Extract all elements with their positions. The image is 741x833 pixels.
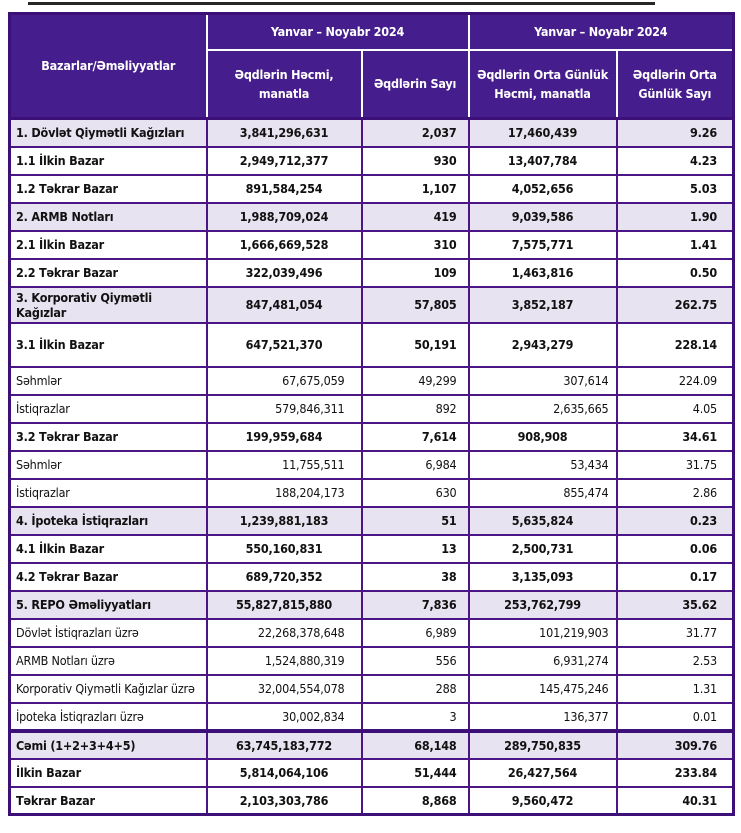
daily-volume-cell: 17,460,439 bbox=[469, 119, 617, 147]
volume-cell: 1,988,709,024 bbox=[207, 203, 362, 231]
row-label: 5. REPO Əməliyyatları bbox=[10, 591, 207, 619]
daily-count-cell: 1.90 bbox=[617, 203, 734, 231]
period-left-header: Yanvar – Noyabr 2024 bbox=[207, 14, 469, 51]
volume-cell: 2,103,303,786 bbox=[207, 787, 362, 815]
daily-volume-cell: 253,762,799 bbox=[469, 591, 617, 619]
count-cell: 68,148 bbox=[362, 731, 469, 759]
volume-cell: 847,481,054 bbox=[207, 287, 362, 323]
daily-count-cell: 40.31 bbox=[617, 787, 734, 815]
table-row bbox=[10, 287, 734, 323]
row-label: 2.1 İlkin Bazar bbox=[10, 231, 207, 259]
volume-cell: 188,204,173 bbox=[207, 479, 362, 507]
table-row bbox=[10, 119, 734, 147]
daily-volume-cell: 307,614 bbox=[469, 367, 617, 395]
daily-count-cell: 31.77 bbox=[617, 619, 734, 647]
volume-cell: 63,745,183,772 bbox=[207, 731, 362, 759]
count-cell: 51,444 bbox=[362, 759, 469, 787]
row-label: 4. İpoteka İstiqrazları bbox=[10, 507, 207, 535]
daily-volume-cell: 1,463,816 bbox=[469, 259, 617, 287]
volume-cell: 199,959,684 bbox=[207, 423, 362, 451]
count-cell: 7,836 bbox=[362, 591, 469, 619]
securities-market-table bbox=[8, 12, 735, 816]
daily-volume-cell: 2,943,279 bbox=[469, 323, 617, 367]
row-label: Cəmi (1+2+3+4+5) bbox=[10, 731, 207, 759]
daily-count-cell: 224.09 bbox=[617, 367, 734, 395]
table-row bbox=[10, 423, 734, 451]
column-header-daily-count: Əqdlərin Orta Günlük Sayı bbox=[617, 50, 734, 119]
top-crop-rule bbox=[28, 2, 655, 5]
volume-cell: 1,524,880,319 bbox=[207, 647, 362, 675]
table-row bbox=[10, 175, 734, 203]
volume-cell: 647,521,370 bbox=[207, 323, 362, 367]
table-row bbox=[10, 731, 734, 759]
table-row bbox=[10, 479, 734, 507]
table-row bbox=[10, 563, 734, 591]
table-row bbox=[10, 675, 734, 703]
period-right-header: Yanvar – Noyabr 2024 bbox=[469, 14, 734, 51]
row-label: Korporativ Qiymətli Kağızlar üzrə bbox=[10, 675, 207, 703]
count-cell: 13 bbox=[362, 535, 469, 563]
volume-cell: 579,846,311 bbox=[207, 395, 362, 423]
count-cell: 630 bbox=[362, 479, 469, 507]
table-row bbox=[10, 535, 734, 563]
volume-cell: 322,039,496 bbox=[207, 259, 362, 287]
volume-cell: 32,004,554,078 bbox=[207, 675, 362, 703]
row-label: İstiqrazlar bbox=[10, 479, 207, 507]
table-row bbox=[10, 787, 734, 815]
count-cell: 3 bbox=[362, 703, 469, 731]
daily-volume-cell: 7,575,771 bbox=[469, 231, 617, 259]
volume-cell: 22,268,378,648 bbox=[207, 619, 362, 647]
row-label: ARMB Notları üzrə bbox=[10, 647, 207, 675]
table-row bbox=[10, 759, 734, 787]
row-label: 2. ARMB Notları bbox=[10, 203, 207, 231]
volume-cell: 5,814,064,106 bbox=[207, 759, 362, 787]
volume-cell: 1,239,881,183 bbox=[207, 507, 362, 535]
daily-count-cell: 1.41 bbox=[617, 231, 734, 259]
daily-volume-cell: 9,560,472 bbox=[469, 787, 617, 815]
daily-volume-cell: 136,377 bbox=[469, 703, 617, 731]
count-cell: 8,868 bbox=[362, 787, 469, 815]
daily-count-cell: 9.26 bbox=[617, 119, 734, 147]
count-cell: 57,805 bbox=[362, 287, 469, 323]
daily-count-cell: 0.17 bbox=[617, 563, 734, 591]
row-label: 3.2 Təkrar Bazar bbox=[10, 423, 207, 451]
daily-count-cell: 1.31 bbox=[617, 675, 734, 703]
daily-count-cell: 262.75 bbox=[617, 287, 734, 323]
row-label: 1. Dövlət Qiymətli Kağızları bbox=[10, 119, 207, 147]
header-period-row bbox=[10, 14, 734, 51]
table-row bbox=[10, 647, 734, 675]
row-label: İpoteka İstiqrazları üzrə bbox=[10, 703, 207, 731]
daily-volume-cell: 4,052,656 bbox=[469, 175, 617, 203]
volume-cell: 689,720,352 bbox=[207, 563, 362, 591]
daily-count-cell: 0.50 bbox=[617, 259, 734, 287]
count-cell: 288 bbox=[362, 675, 469, 703]
daily-count-cell: 0.06 bbox=[617, 535, 734, 563]
count-cell: 310 bbox=[362, 231, 469, 259]
daily-volume-cell: 2,500,731 bbox=[469, 535, 617, 563]
row-label: 4.2 Təkrar Bazar bbox=[10, 563, 207, 591]
count-cell: 50,191 bbox=[362, 323, 469, 367]
daily-volume-cell: 9,039,586 bbox=[469, 203, 617, 231]
daily-count-cell: 4.23 bbox=[617, 147, 734, 175]
volume-cell: 11,755,511 bbox=[207, 451, 362, 479]
daily-volume-cell: 6,931,274 bbox=[469, 647, 617, 675]
row-label: Səhmlər bbox=[10, 451, 207, 479]
table-row bbox=[10, 619, 734, 647]
row-label: 3. Korporativ Qiymətli Kağızlar bbox=[10, 287, 207, 323]
daily-volume-cell: 3,135,093 bbox=[469, 563, 617, 591]
daily-volume-cell: 5,635,824 bbox=[469, 507, 617, 535]
table-body bbox=[10, 119, 734, 815]
count-cell: 892 bbox=[362, 395, 469, 423]
daily-count-cell: 2.53 bbox=[617, 647, 734, 675]
row-label: 3.1 İlkin Bazar bbox=[10, 323, 207, 367]
count-cell: 109 bbox=[362, 259, 469, 287]
table-header bbox=[10, 14, 734, 119]
table-row bbox=[10, 395, 734, 423]
daily-volume-cell: 101,219,903 bbox=[469, 619, 617, 647]
daily-count-cell: 34.61 bbox=[617, 423, 734, 451]
table-row bbox=[10, 323, 734, 367]
row-label: 4.1 İlkin Bazar bbox=[10, 535, 207, 563]
daily-count-cell: 2.86 bbox=[617, 479, 734, 507]
table-row bbox=[10, 367, 734, 395]
daily-count-cell: 4.05 bbox=[617, 395, 734, 423]
volume-cell: 891,584,254 bbox=[207, 175, 362, 203]
count-cell: 6,989 bbox=[362, 619, 469, 647]
daily-volume-cell: 855,474 bbox=[469, 479, 617, 507]
volume-cell: 55,827,815,880 bbox=[207, 591, 362, 619]
row-label: Təkrar Bazar bbox=[10, 787, 207, 815]
daily-volume-cell: 13,407,784 bbox=[469, 147, 617, 175]
daily-count-cell: 0.01 bbox=[617, 703, 734, 731]
table-row bbox=[10, 451, 734, 479]
row-label: 1.2 Təkrar Bazar bbox=[10, 175, 207, 203]
volume-cell: 2,949,712,377 bbox=[207, 147, 362, 175]
table-row bbox=[10, 591, 734, 619]
table-row bbox=[10, 259, 734, 287]
daily-count-cell: 309.76 bbox=[617, 731, 734, 759]
row-label: İlkin Bazar bbox=[10, 759, 207, 787]
count-cell: 38 bbox=[362, 563, 469, 591]
daily-count-cell: 228.14 bbox=[617, 323, 734, 367]
column-header-daily-volume: Əqdlərin Orta Günlük Həcmi, manatla bbox=[469, 50, 617, 119]
daily-count-cell: 35.62 bbox=[617, 591, 734, 619]
volume-cell: 3,841,296,631 bbox=[207, 119, 362, 147]
row-label: Dövlət İstiqrazları üzrə bbox=[10, 619, 207, 647]
table-row bbox=[10, 147, 734, 175]
row-label: İstiqrazlar bbox=[10, 395, 207, 423]
table-row bbox=[10, 231, 734, 259]
corner-header-cell: Bazarlar/Əməliyyatlar bbox=[10, 14, 207, 119]
count-cell: 1,107 bbox=[362, 175, 469, 203]
volume-cell: 67,675,059 bbox=[207, 367, 362, 395]
column-header-count: Əqdlərin Sayı bbox=[362, 50, 469, 119]
count-cell: 49,299 bbox=[362, 367, 469, 395]
count-cell: 419 bbox=[362, 203, 469, 231]
daily-volume-cell: 26,427,564 bbox=[469, 759, 617, 787]
daily-volume-cell: 289,750,835 bbox=[469, 731, 617, 759]
volume-cell: 1,666,669,528 bbox=[207, 231, 362, 259]
daily-count-cell: 31.75 bbox=[617, 451, 734, 479]
row-label: 2.2 Təkrar Bazar bbox=[10, 259, 207, 287]
volume-cell: 550,160,831 bbox=[207, 535, 362, 563]
daily-volume-cell: 2,635,665 bbox=[469, 395, 617, 423]
table-row bbox=[10, 507, 734, 535]
count-cell: 930 bbox=[362, 147, 469, 175]
table-row bbox=[10, 203, 734, 231]
daily-volume-cell: 3,852,187 bbox=[469, 287, 617, 323]
table-row bbox=[10, 703, 734, 731]
count-cell: 2,037 bbox=[362, 119, 469, 147]
daily-count-cell: 0.23 bbox=[617, 507, 734, 535]
volume-cell: 30,002,834 bbox=[207, 703, 362, 731]
daily-volume-cell: 908,908 bbox=[469, 423, 617, 451]
count-cell: 6,984 bbox=[362, 451, 469, 479]
daily-count-cell: 233.84 bbox=[617, 759, 734, 787]
daily-count-cell: 5.03 bbox=[617, 175, 734, 203]
count-cell: 51 bbox=[362, 507, 469, 535]
column-header-volume: Əqdlərin Həcmi, manatla bbox=[207, 50, 362, 119]
count-cell: 7,614 bbox=[362, 423, 469, 451]
row-label: 1.1 İlkin Bazar bbox=[10, 147, 207, 175]
daily-volume-cell: 53,434 bbox=[469, 451, 617, 479]
daily-volume-cell: 145,475,246 bbox=[469, 675, 617, 703]
row-label: Səhmlər bbox=[10, 367, 207, 395]
count-cell: 556 bbox=[362, 647, 469, 675]
